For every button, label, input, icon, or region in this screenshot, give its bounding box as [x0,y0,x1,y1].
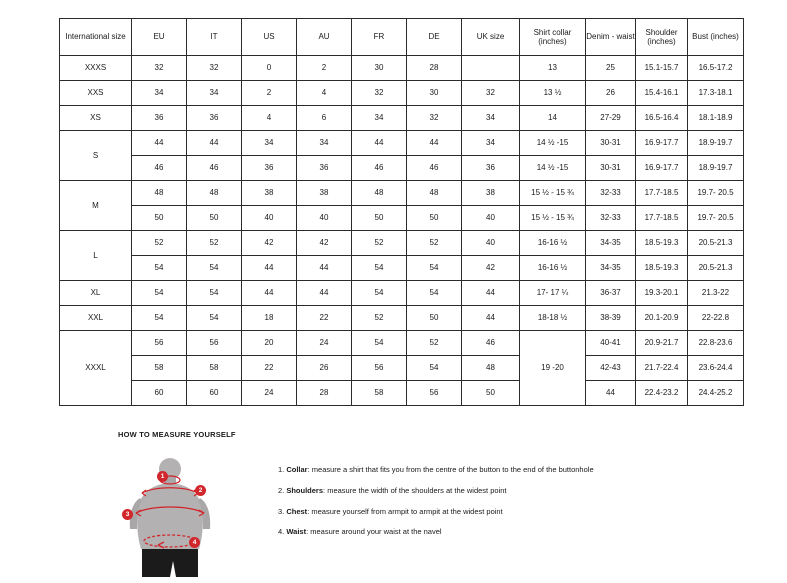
cell-de: 48 [407,181,462,206]
cell-shirt-collar: 17- 17 ¼ [520,281,586,306]
cell-de: 54 [407,256,462,281]
cell-au: 24 [297,331,352,356]
cell-uk-size: 36 [462,156,520,181]
badge-3-chest: 3 [122,509,133,520]
cell-fr: 56 [352,356,407,381]
cell-eu: 46 [132,156,187,181]
cell-de: 30 [407,81,462,106]
cell-denim-waist: 42-43 [586,356,636,381]
cell-eu: 50 [132,206,187,231]
cell-us: 34 [242,131,297,156]
cell-shirt-collar: 13 [520,56,586,81]
cell-au: 2 [297,56,352,81]
cell-de: 56 [407,381,462,406]
cell-us: 18 [242,306,297,331]
cell-denim-waist: 44 [586,381,636,406]
cell-it: 54 [187,306,242,331]
cell-au: 42 [297,231,352,256]
cell-eu: 54 [132,281,187,306]
cell-uk-size: 38 [462,181,520,206]
table-row [60,56,744,81]
table-row [60,81,744,106]
cell-shirt-collar: 19 -20 [520,331,586,406]
cell-uk-size: 40 [462,206,520,231]
cell-bust: 19.7- 20.5 [688,206,744,231]
cell-us: 20 [242,331,297,356]
table-row [60,156,744,181]
column-header-international-size: International size [60,19,132,56]
table-row [60,306,744,331]
cell-it: 54 [187,256,242,281]
cell-de: 52 [407,331,462,356]
cell-shirt-collar: 16-16 ½ [520,256,586,281]
column-header-eu: EU [132,19,187,56]
cell-it: 44 [187,131,242,156]
table-row [60,131,744,156]
cell-uk-size: 42 [462,256,520,281]
cell-shirt-collar: 16-16 ½ [520,231,586,256]
cell-bust: 20.5-21.3 [688,256,744,281]
cell-au: 28 [297,381,352,406]
cell-shirt-collar: 14 ½ -15 [520,131,586,156]
cell-shoulder: 18.5-19.3 [636,231,688,256]
cell-de: 50 [407,206,462,231]
cell-us: 40 [242,206,297,231]
cell-eu: 58 [132,356,187,381]
cell-de: 54 [407,281,462,306]
cell-bust: 18.1-18.9 [688,106,744,131]
cell-bust: 16.5-17.2 [688,56,744,81]
cell-denim-waist: 32-33 [586,206,636,231]
cell-shoulder: 16.9-17.7 [636,131,688,156]
table-row [60,181,744,206]
cell-us: 2 [242,81,297,106]
cell-fr: 54 [352,256,407,281]
cell-it: 46 [187,156,242,181]
cell-shoulder: 18.5-19.3 [636,256,688,281]
mannequin-illustration [118,453,258,578]
cell-denim-waist: 38-39 [586,306,636,331]
cell-international-size: XXXS [60,56,132,81]
cell-de: 52 [407,231,462,256]
measure-step: 2. Shoulders: measure the width of the shoulders at the widest point [278,485,507,495]
cell-denim-waist: 34-35 [586,231,636,256]
cell-international-size: XXL [60,306,132,331]
table-row [60,381,744,406]
cell-bust: 21.3-22 [688,281,744,306]
cell-au: 44 [297,281,352,306]
cell-au: 44 [297,256,352,281]
cell-international-size: M [60,181,132,231]
cell-international-size: XS [60,106,132,131]
cell-uk-size: 40 [462,231,520,256]
how-to-measure-title: HOW TO MEASURE YOURSELF [118,430,236,439]
cell-fr: 48 [352,181,407,206]
column-header-it: IT [187,19,242,56]
table-header [60,19,744,56]
cell-uk-size [462,56,520,81]
cell-fr: 54 [352,331,407,356]
cell-de: 50 [407,306,462,331]
cell-bust: 22-22.8 [688,306,744,331]
cell-us: 24 [242,381,297,406]
cell-shirt-collar: 14 [520,106,586,131]
cell-international-size: L [60,231,132,281]
cell-uk-size: 44 [462,281,520,306]
cell-de: 54 [407,356,462,381]
cell-bust: 20.5-21.3 [688,231,744,256]
cell-international-size: XXXL [60,331,132,406]
cell-us: 44 [242,256,297,281]
cell-shoulder: 15.1-15.7 [636,56,688,81]
cell-it: 54 [187,281,242,306]
cell-eu: 34 [132,81,187,106]
cell-eu: 36 [132,106,187,131]
cell-uk-size: 50 [462,381,520,406]
cell-international-size: S [60,131,132,181]
column-header-denim-waist: Denim - waist [586,19,636,56]
column-header-au: AU [297,19,352,56]
cell-fr: 52 [352,306,407,331]
cell-denim-waist: 30-31 [586,131,636,156]
how-to-measure-section [118,430,738,578]
cell-bust: 23.6-24.4 [688,356,744,381]
cell-denim-waist: 25 [586,56,636,81]
cell-shirt-collar: 18-18 ½ [520,306,586,331]
cell-bust: 18.9-19.7 [688,156,744,181]
cell-denim-waist: 34-35 [586,256,636,281]
cell-uk-size: 34 [462,131,520,156]
cell-fr: 50 [352,206,407,231]
badge-2-shoulders: 2 [195,485,206,496]
table-row [60,256,744,281]
cell-bust: 17.3-18.1 [688,81,744,106]
cell-shoulder: 20.1-20.9 [636,306,688,331]
table-row [60,106,744,131]
cell-eu: 44 [132,131,187,156]
cell-eu: 60 [132,381,187,406]
cell-us: 22 [242,356,297,381]
table-header-row [60,19,744,56]
cell-fr: 46 [352,156,407,181]
cell-it: 58 [187,356,242,381]
cell-denim-waist: 32-33 [586,181,636,206]
cell-au: 36 [297,156,352,181]
column-header-uk-size: UK size [462,19,520,56]
table-body [60,56,744,406]
how-to-measure-body [118,453,738,578]
table-row [60,281,744,306]
cell-shoulder: 16.5-16.4 [636,106,688,131]
cell-fr: 32 [352,81,407,106]
cell-it: 60 [187,381,242,406]
column-header-de: DE [407,19,462,56]
cell-uk-size: 34 [462,106,520,131]
column-header-shoulder: Shoulder (inches) [636,19,688,56]
cell-denim-waist: 40-41 [586,331,636,356]
cell-international-size: XL [60,281,132,306]
cell-shoulder: 21.7-22.4 [636,356,688,381]
cell-eu: 32 [132,56,187,81]
badge-4-waist: 4 [189,537,200,548]
cell-shirt-collar: 15 ½ - 15 ¾ [520,206,586,231]
cell-it: 56 [187,331,242,356]
cell-de: 28 [407,56,462,81]
cell-us: 44 [242,281,297,306]
measure-step: 4. Waist: measure around your waist at the navel [278,527,442,537]
cell-shoulder: 15.4-16.1 [636,81,688,106]
cell-uk-size: 48 [462,356,520,381]
cell-shoulder: 22.4-23.2 [636,381,688,406]
cell-us: 42 [242,231,297,256]
cell-shoulder: 20.9-21.7 [636,331,688,356]
table-row [60,206,744,231]
cell-au: 40 [297,206,352,231]
cell-de: 44 [407,131,462,156]
cell-denim-waist: 27-29 [586,106,636,131]
measure-step: 1. Collar: measure a shirt that fits you from the centre of the button to the end of the buttonhole [278,465,594,474]
cell-eu: 48 [132,181,187,206]
measure-step: 3. Chest: measure yourself from armpit to armpit at the widest point [278,506,503,516]
column-header-fr: FR [352,19,407,56]
cell-it: 50 [187,206,242,231]
cell-us: 0 [242,56,297,81]
cell-it: 32 [187,56,242,81]
cell-us: 4 [242,106,297,131]
cell-fr: 54 [352,281,407,306]
column-header-bust: Bust (inches) [688,19,744,56]
cell-shoulder: 17.7-18.5 [636,206,688,231]
cell-it: 34 [187,81,242,106]
cell-shoulder: 16.9-17.7 [636,156,688,181]
cell-shirt-collar: 15 ½ - 15 ¾ [520,181,586,206]
cell-denim-waist: 26 [586,81,636,106]
cell-denim-waist: 36-37 [586,281,636,306]
measure-steps-list [258,453,738,578]
cell-au: 6 [297,106,352,131]
cell-international-size: XXS [60,81,132,106]
cell-it: 52 [187,231,242,256]
cell-shoulder: 19.3-20.1 [636,281,688,306]
cell-us: 38 [242,181,297,206]
cell-fr: 34 [352,106,407,131]
cell-shirt-collar: 14 ½ -15 [520,156,586,181]
cell-fr: 44 [352,131,407,156]
badge-1-collar: 1 [157,471,168,482]
cell-fr: 30 [352,56,407,81]
cell-shoulder: 17.7-18.5 [636,181,688,206]
cell-shirt-collar: 13 ½ [520,81,586,106]
cell-it: 48 [187,181,242,206]
cell-au: 26 [297,356,352,381]
cell-uk-size: 32 [462,81,520,106]
cell-uk-size: 46 [462,331,520,356]
cell-denim-waist: 30-31 [586,156,636,181]
table-row [60,331,744,356]
cell-eu: 54 [132,256,187,281]
cell-au: 34 [297,131,352,156]
cell-de: 32 [407,106,462,131]
cell-eu: 54 [132,306,187,331]
cell-bust: 19.7- 20.5 [688,181,744,206]
cell-it: 36 [187,106,242,131]
cell-au: 38 [297,181,352,206]
body-figure [118,453,258,578]
cell-au: 22 [297,306,352,331]
cell-bust: 22.8-23.6 [688,331,744,356]
cell-uk-size: 44 [462,306,520,331]
table-row [60,231,744,256]
cell-de: 46 [407,156,462,181]
cell-us: 36 [242,156,297,181]
size-chart-table [59,18,744,406]
cell-bust: 18.9-19.7 [688,131,744,156]
cell-au: 4 [297,81,352,106]
cell-fr: 58 [352,381,407,406]
cell-fr: 52 [352,231,407,256]
column-header-shirt-collar: Shirt collar (inches) [520,19,586,56]
table-row [60,356,744,381]
column-header-us: US [242,19,297,56]
cell-bust: 24.4-25.2 [688,381,744,406]
cell-eu: 56 [132,331,187,356]
cell-eu: 52 [132,231,187,256]
